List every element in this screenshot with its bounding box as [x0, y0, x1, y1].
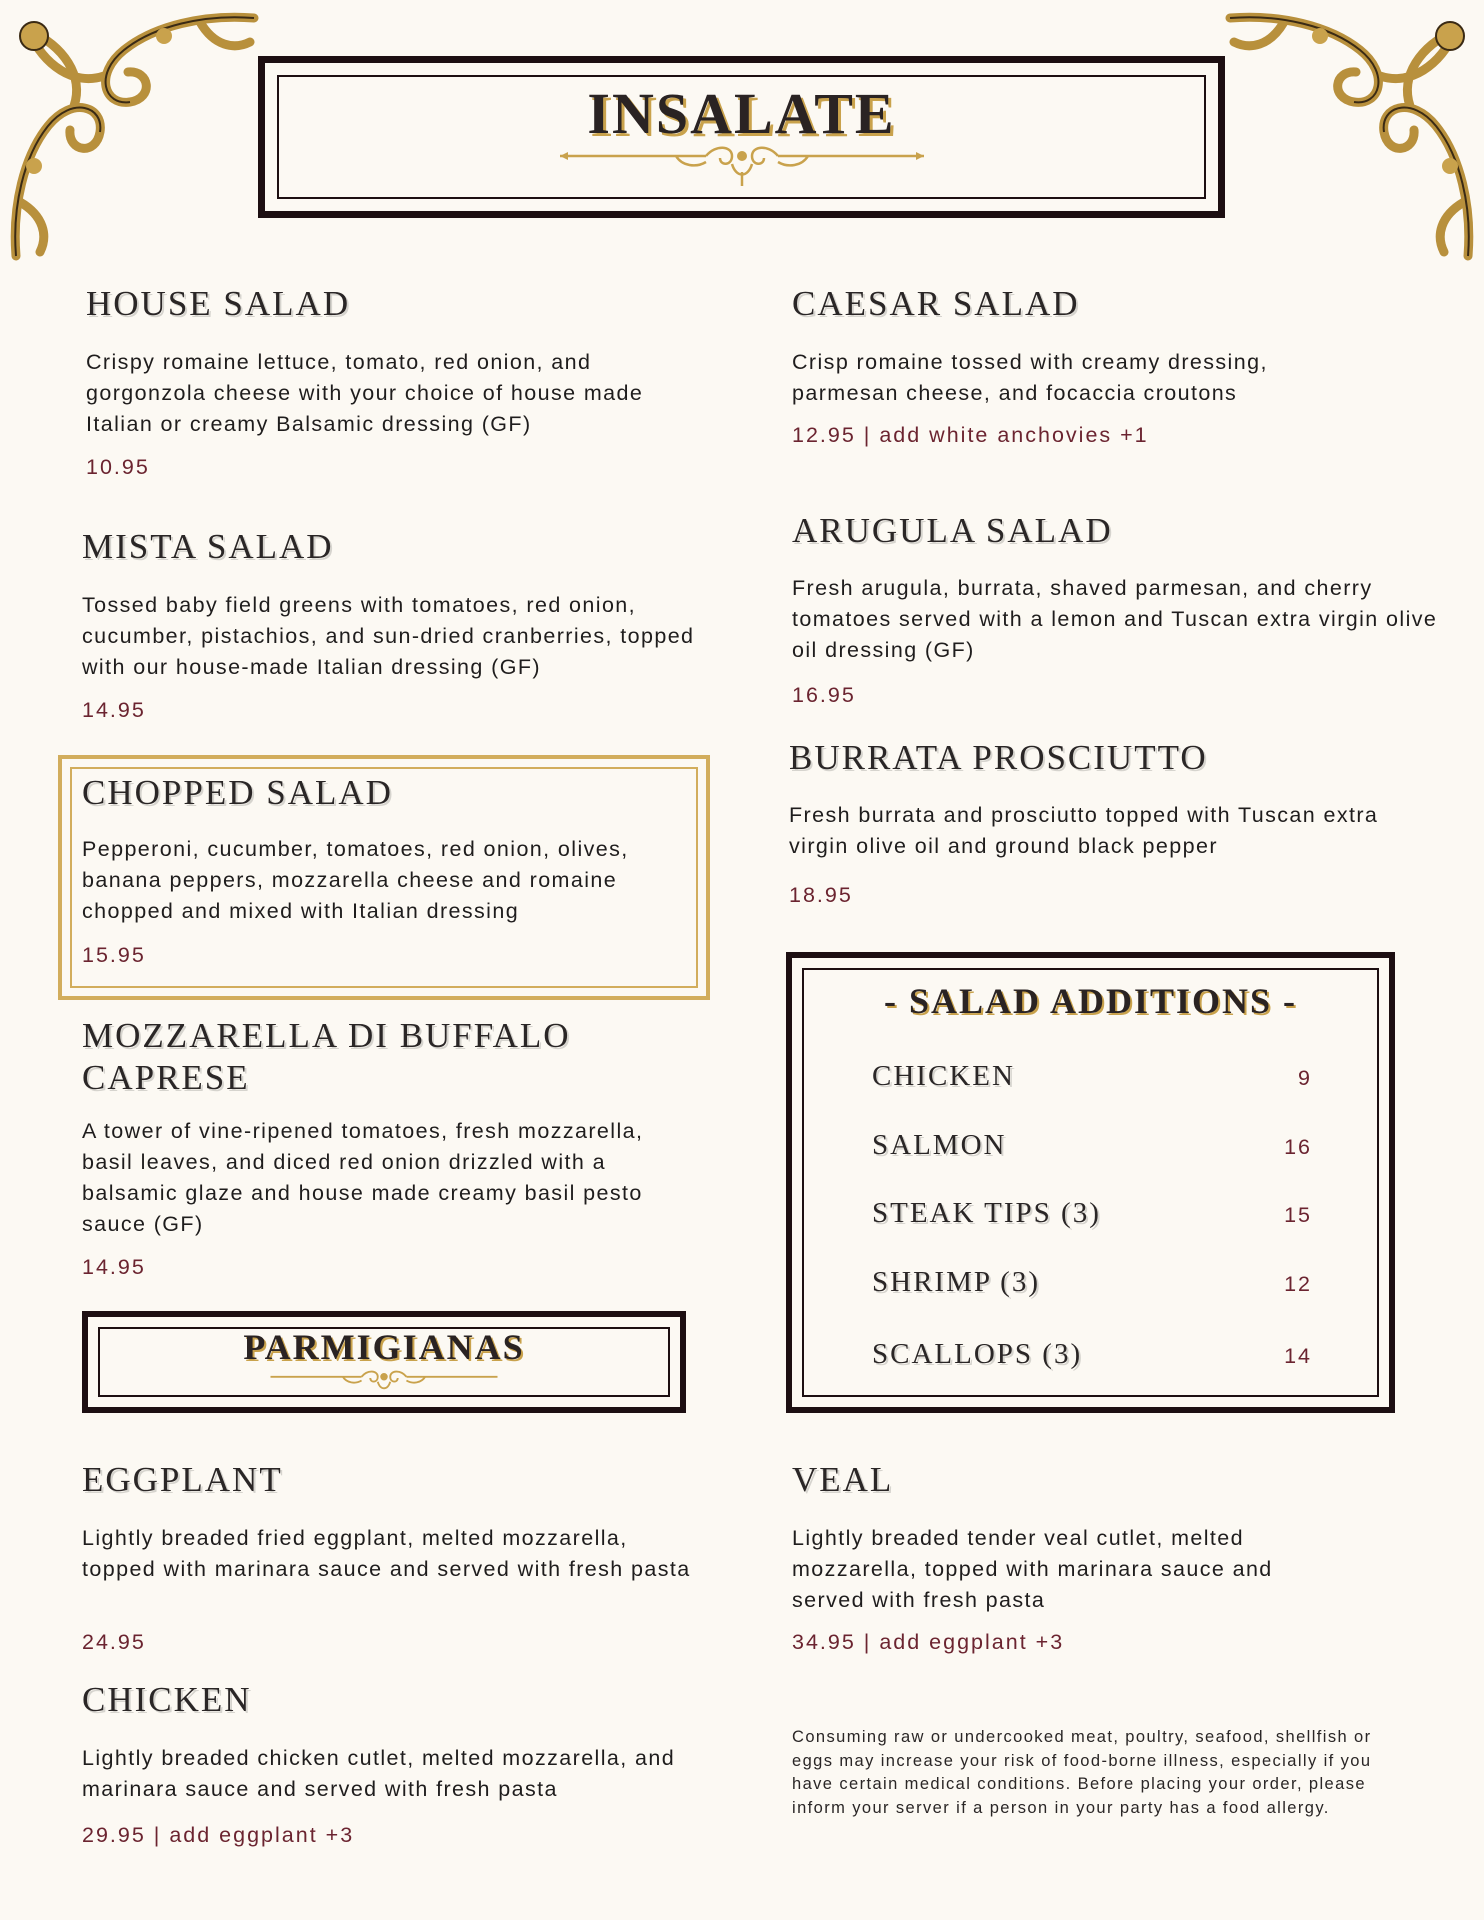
burrata-prosciutto-price: 18.95 [789, 883, 853, 907]
addition-price: 14 [1284, 1344, 1312, 1368]
salad-additions-title: - SALAD ADDITIONS - [883, 981, 1298, 1021]
burrata-prosciutto-description: Fresh burrata and prosciutto topped with Tuscan extra virgin olive oil and ground black pepper [789, 803, 1379, 858]
arugula-salad-price: 16.95 [792, 683, 856, 707]
caesar-salad-title: CAESAR SALAD [792, 284, 1080, 323]
addition-name: SALMON [872, 1129, 1007, 1161]
flourish-divider-icon [268, 1368, 500, 1398]
baroque-corner-ornament-icon [1218, 6, 1480, 268]
veal-price: 34.95 | add eggplant +3 [792, 1630, 1065, 1654]
caprese-title-line2: CAPRESE [82, 1058, 250, 1097]
house-salad-price: 10.95 [86, 455, 150, 479]
chopped-salad-title: CHOPPED SALAD [82, 773, 393, 812]
addition-name: CHICKEN [872, 1060, 1015, 1092]
chicken-description: Lightly breaded chicken cutlet, melted mozzarella, and marinara sauce and served with fresh pasta [82, 1746, 676, 1801]
caprese-price: 14.95 [82, 1255, 146, 1279]
addition-name: SHRIMP (3) [872, 1266, 1040, 1298]
caprese-title-line1: MOZZARELLA DI BUFFALO [82, 1016, 571, 1055]
mista-salad-title: MISTA SALAD [82, 527, 334, 566]
eggplant-title: EGGPLANT [82, 1460, 283, 1499]
addition-price: 12 [1284, 1272, 1312, 1296]
addition-price: 16 [1284, 1135, 1312, 1159]
house-salad-description: Crispy romaine lettuce, tomato, red onion, and gorgonzola cheese with your choice of house made Italian or creamy Balsamic dressing (GF) [86, 350, 644, 436]
baroque-corner-ornament-icon [4, 6, 266, 268]
addition-name: STEAK TIPS (3) [872, 1197, 1101, 1229]
arugula-salad-title: ARUGULA SALAD [792, 511, 1113, 550]
burrata-prosciutto-title: BURRATA PROSCIUTTO [789, 738, 1208, 777]
addition-price: 9 [1298, 1066, 1312, 1090]
veal-description: Lightly breaded tender veal cutlet, melted mozzarella, topped with marinara sauce and served with fresh pasta [792, 1526, 1273, 1612]
caesar-salad-description: Crisp romaine tossed with creamy dressing, parmesan cheese, and focaccia croutons [792, 350, 1268, 405]
eggplant-price: 24.95 [82, 1630, 146, 1654]
eggplant-description: Lightly breaded fried eggplant, melted mozzarella, topped with marinara sauce and served with fresh pasta [82, 1526, 691, 1581]
parmigianas-title: PARMIGIANAS [243, 1327, 525, 1367]
house-salad-title: HOUSE SALAD [86, 284, 351, 323]
arugula-salad-description: Fresh arugula, burrata, shaved parmesan, and cherry tomatoes served with a lemon and Tuscan extra virgin olive oil dressing (GF) [792, 576, 1438, 662]
mista-salad-description: Tossed baby field greens with tomatoes, red onion, cucumber, pistachios, and sun-dried cranberries, topped with our house-made Italian dressing (GF) [82, 593, 695, 679]
addition-name: SCALLOPS (3) [872, 1338, 1083, 1370]
chicken-title: CHICKEN [82, 1680, 252, 1719]
chopped-salad-price: 15.95 [82, 943, 146, 967]
chopped-salad-description: Pepperoni, cucumber, tomatoes, red onion, olives, banana peppers, mozzarella cheese and romaine chopped and mixed with Italian dressing [82, 837, 629, 923]
chicken-price: 29.95 | add eggplant +3 [82, 1823, 355, 1847]
caprese-description: A tower of vine-ripened tomatoes, fresh mozzarella, basil leaves, and diced red onion drizzled with a balsamic glaze and house made creamy basil pesto sauce (GF) [82, 1119, 644, 1236]
addition-price: 15 [1284, 1203, 1312, 1227]
veal-title: VEAL [792, 1460, 894, 1499]
food-allergy-disclaimer: Consuming raw or undercooked meat, poultry, seafood, shellfish or eggs may increase your risk of food-borne illness, especially if you have certain medical conditions. Before placing your order, please inform your server if a person in your party has a food allergy. [792, 1728, 1372, 1817]
caesar-salad-price: 12.95 | add white anchovies +1 [792, 423, 1149, 447]
page-title: INSALATE [587, 81, 896, 146]
mista-salad-price: 14.95 [82, 698, 146, 722]
flourish-divider-icon [556, 142, 928, 190]
